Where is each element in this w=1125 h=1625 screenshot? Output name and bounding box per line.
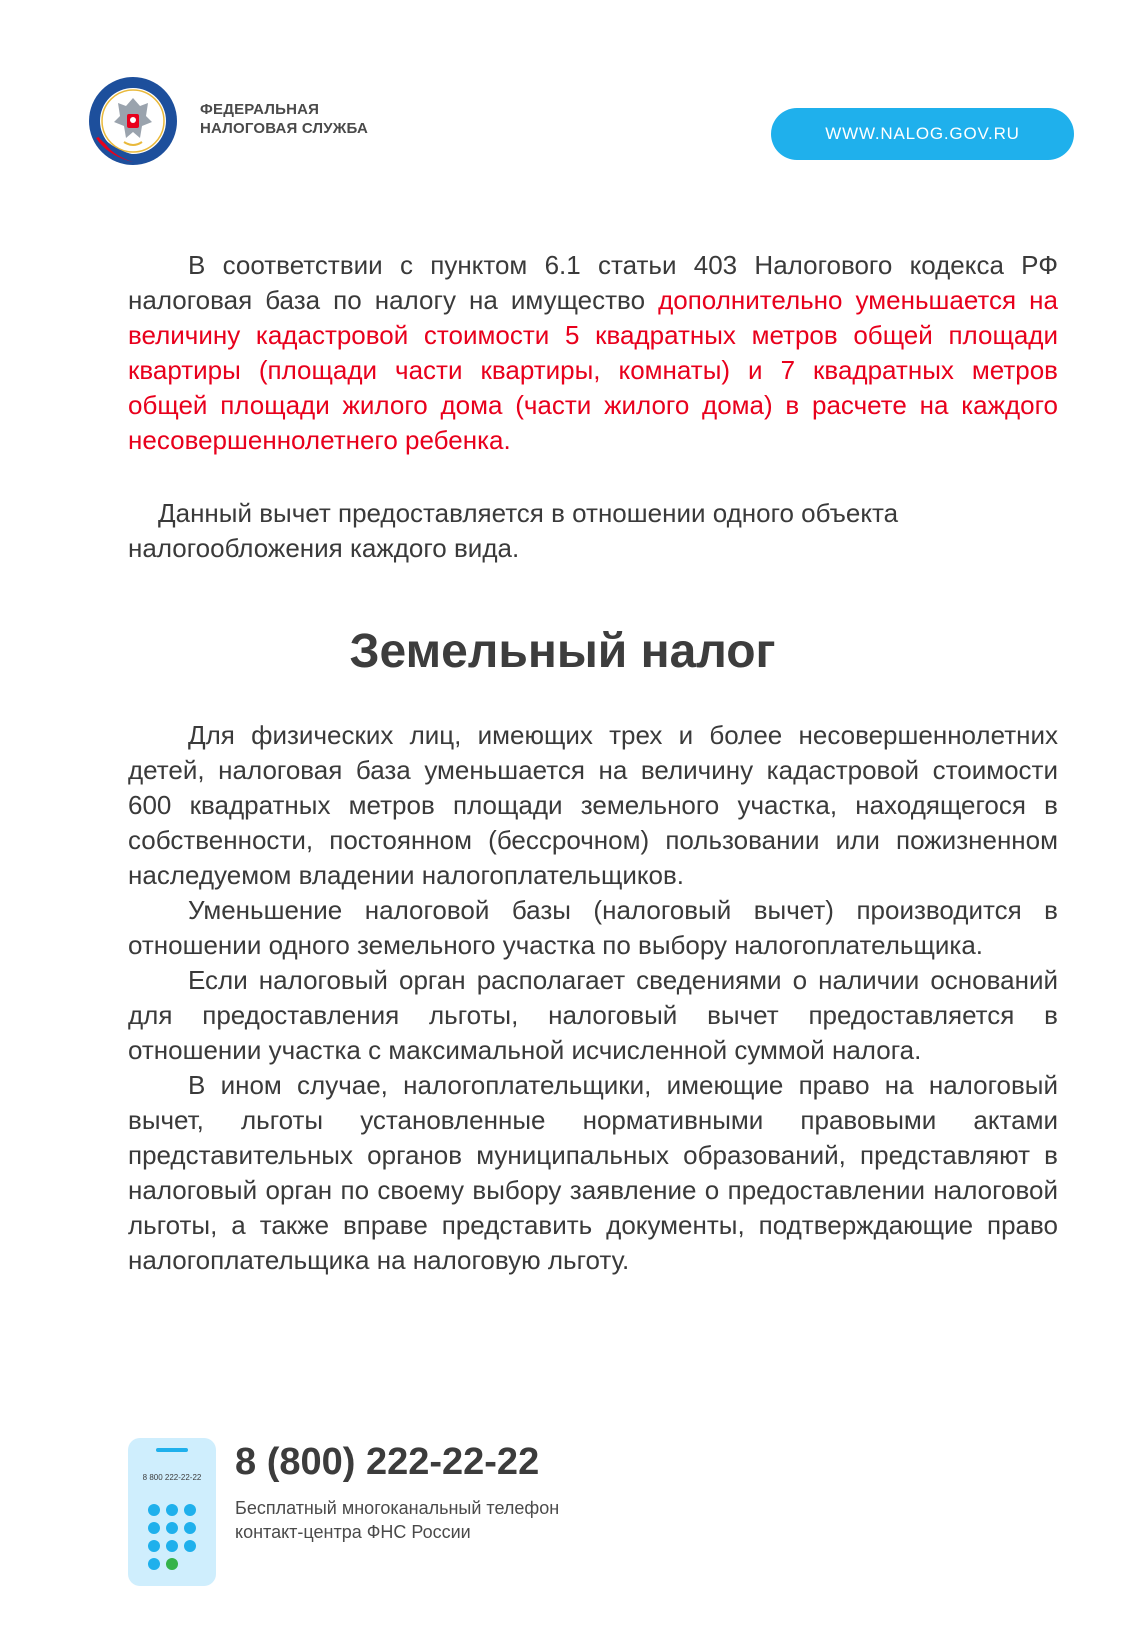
property-note-text: Данный вычет предоставляется в отношении одного объекта налогообложения каждого вида. bbox=[128, 498, 899, 563]
org-name-line2: НАЛОГОВАЯ СЛУЖБА bbox=[200, 120, 368, 137]
land-tax-body bbox=[128, 718, 1058, 1278]
land-tax-title: Земельный налог bbox=[349, 625, 776, 678]
hotline-caption-line1: Бесплатный многоканальный телефон bbox=[235, 1498, 560, 1518]
land-paragraph: Если налоговый орган располагает сведениями о наличии оснований для предоставления льготы, налоговый вычет предоставляется в отношении участка с максимальной исчисленной суммой налога. bbox=[128, 965, 1058, 1065]
land-paragraph: Уменьшение налоговой базы (налоговый вычет) производится в отношении одного земельного участка по выбору налогоплательщика. bbox=[128, 895, 1058, 960]
hotline-phone-number[interactable]: 8 (800) 222-22-22 bbox=[235, 1441, 540, 1483]
contact-block bbox=[128, 1438, 728, 1588]
phone-icon-text: 8 800 222-22-22 bbox=[142, 1473, 202, 1482]
hotline-caption-line2: контакт-центра ФНС России bbox=[235, 1522, 471, 1542]
org-name bbox=[200, 100, 368, 138]
website-link-button[interactable]: WWW.NALOG.GOV.RU bbox=[771, 108, 1074, 160]
property-text-highlight: дополнительно уменьшается на величину кадастровой стоимости 5 квадратных метров общей площади квартиры (площади части квартиры, комнаты) и 7 квадратных метров общей площади жилого дома (части жилого дома) в расчете на каждого несовершеннолетнего ребенка. bbox=[128, 285, 1058, 455]
fns-emblem-logo bbox=[88, 76, 178, 166]
org-name-line1: ФЕДЕРАЛЬНАЯ bbox=[200, 101, 320, 118]
property-deduction-paragraph bbox=[128, 248, 1058, 458]
land-paragraph: В ином случае, налогоплательщики, имеющие право на налоговый вычет, льготы установленные нормативными правовыми актами представительных органов муниципальных образований, представляют в налоговый орган по своему выбору заявление о предоставлении налоговой льготы, а также вправе представить документы, подтверждающие право налогоплательщика на налоговую льготу. bbox=[128, 1070, 1058, 1275]
phone-icon bbox=[128, 1438, 216, 1586]
hotline-caption bbox=[235, 1496, 559, 1544]
property-text-plain: В соответствии с пунктом 6.1 статьи 403 Налогового кодекса РФ налоговая база по налогу на имущество bbox=[128, 250, 1058, 315]
property-deduction-note bbox=[128, 496, 1058, 566]
land-paragraph: Для физических лиц, имеющих трех и более несовершеннолетних детей, налоговая база уменьшается на величину кадастровой стоимости 600 квадратных метров площади земельного участка, находящегося в собственности, постоянном (бессрочном) пользовании или пожизненном наследуемом владении налогоплательщиков. bbox=[128, 720, 1058, 890]
page-header bbox=[0, 0, 1125, 180]
